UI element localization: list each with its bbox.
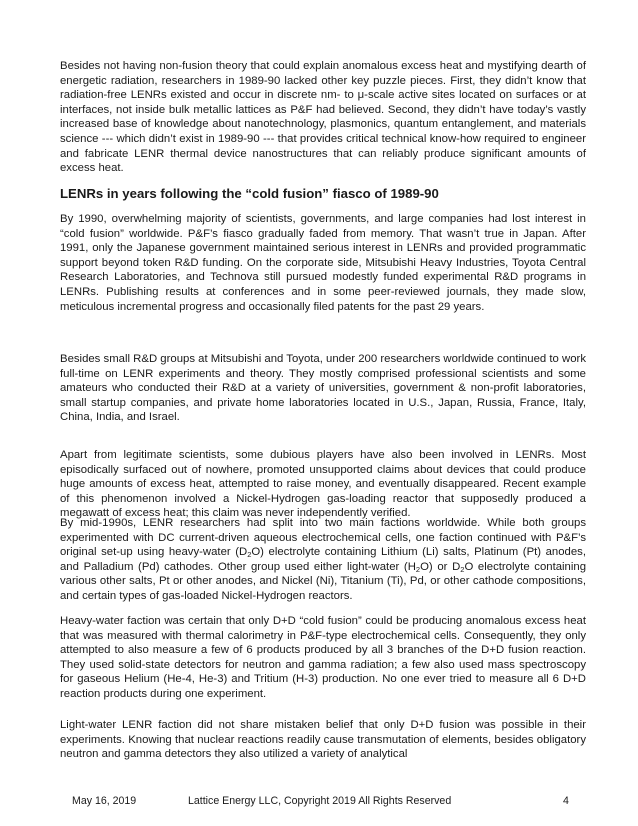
paragraph-dubious-players: Apart from legitimate scientists, some dubious players have also been involved in LENRs. Most episodically surfaced out of nowhere, promoted unsupported claims about devices that could produce huge amounts of excess heat, attempted to raise money, and eventually disappeared. Recent example of this phenomenon involved a Nickel-Hydrogen gas-loading reactor that supposedly produced a megawatt of excess heat; this claim was never independently verified.	[60, 449, 586, 520]
paragraph-researchers: Besides small R&D groups at Mitsubishi and Toyota, under 200 researchers worldwide continued to work full-time on LENR experiments and theory. They mostly comprised professional scientists and some amateurs who conducted their R&D at a variety of universities, government & non-profit laboratories, small startup companies, and private home laboratories located in U.S., Japan, Russia, France, Italy, China, India, and Israel.	[60, 353, 586, 424]
paragraph-factions	[60, 516, 586, 604]
factions-text-4: O electrolyte containing various other salts, Pt or other anodes, and Nickel (Ni), Titanium (Ti), Pd, or other cathode compositions, and certain types of gas-loaded Nickel-Hydrogen reactors.	[60, 560, 587, 602]
page-footer	[0, 794, 638, 808]
paragraph-heavy-water-faction: Heavy-water faction was certain that only D+D “cold fusion” could be producing anomalous excess heat that was measured with thermal calorimetry in P&F-type electrochemical cells. Consequently, they only attempted to also measure a few of 6 products produced by all 3 branches of the D+D fusion reaction. They used solid-state detectors for neutron and gamma radiation; a few also used mass spectroscopy for gaseous Helium (He-4, He-3) and Tritium (H-3) production. No one ever tried to measure all 6 D+D reaction products during one experiment.	[60, 615, 586, 700]
intro-paragraph: Besides not having non-fusion theory that could explain anomalous excess heat and mystifying dearth of energetic radiation, researchers in 1989-90 lacked other key puzzle pieces. First, they didn’t know that radiation-free LENRs existed and occur in discrete nm- to μ-scale active sites located on surfaces or at interfaces, not inside bulk metallic lattices as P&F had believed. Second, they didn’t have today’s vastly increased base of knowledge about nanotechnology, plasmonics, quantum entanglement, and materials science --- which didn’t exist in 1989-90 --- that provides critical technical know-how required to engineer and fabricate LENR thermal device nanostructures that can reliably produce significant amounts of excess heat.	[60, 60, 586, 175]
section-heading: LENRs in years following the “cold fusion” fiasco of 1989-90	[60, 186, 439, 201]
footer-copyright: Lattice Energy LLC, Copyright 2019 All Rights Reserved	[188, 795, 452, 807]
subscript-2: 2	[415, 564, 421, 574]
footer-date: May 16, 2019	[72, 795, 137, 807]
factions-text-2: O) electrolyte containing Lithium (Li) salts, Platinum (Pt) anodes, and Palladium (Pd) cathodes. Other group used either light-water (H	[60, 546, 586, 573]
factions-text-1: By mid-1990s, LENR researchers had split into two main factions worldwide. While both groups experimented with DC current-driven aqueous electrochemical cells, one faction continued with P&F’s original set-up using heavy-water (D	[60, 517, 586, 559]
paragraph-1990: By 1990, overwhelming majority of scientists, governments, and large companies had lost interest in “cold fusion” worldwide. P&F’s fiasco gradually faded from memory. That wasn’t true in Japan. After 1991, only the Japanese government maintained serious interest in LENRs and provided programmatic support beyond token R&D funding. On the corporate side, Mitsubishi Heavy Industries, Toyota Central Research Laboratories, and Technova still pursued modestly funded experimental R&D programs in LENRs. Publishing results at conferences and in some peer-reviewed journals, they made slow, meticulous incremental progress and occasionally filed patents for the past 29 years.	[60, 213, 586, 313]
paragraph-light-water-faction: Light-water LENR faction did not share mistaken belief that only D+D fusion was possible in their experiments. Knowing that nuclear reactions readily cause transmutation of elements, besides obligatory neutron and gamma detectors they also utilized a variety of analytical	[60, 719, 586, 761]
subscript-2: 2	[247, 550, 252, 560]
footer-page-number: 4	[563, 795, 569, 807]
subscript-2: 2	[460, 564, 465, 574]
factions-text-3: O) or D	[420, 560, 461, 573]
